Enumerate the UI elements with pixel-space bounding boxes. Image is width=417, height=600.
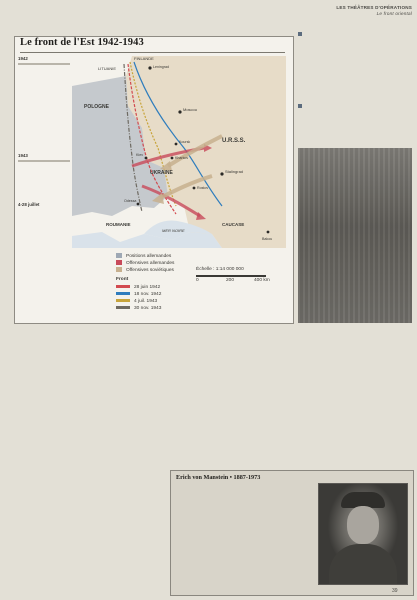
map-label-moscou: Moscou — [183, 107, 198, 112]
map-title: Le front de l'Est 1942-1943 — [20, 37, 144, 48]
city-dot-odessa — [137, 203, 140, 206]
city-dot-koursk — [175, 143, 178, 146]
chronology-column — [18, 56, 70, 318]
running-head-subtitle: Le front oriental — [376, 10, 412, 16]
legend-front-1 — [116, 285, 160, 290]
chronology-item-1943 — [18, 153, 70, 162]
legend-scale-bar — [196, 275, 276, 283]
map-label-lituanie: LITUANIE — [98, 66, 117, 71]
legend-swatch — [116, 260, 122, 265]
map-label-rostov: Rostov — [197, 186, 209, 190]
city-dot-moscou — [178, 110, 181, 113]
legend-swatch — [116, 253, 122, 258]
map-svg — [72, 56, 286, 248]
legend-label: 4 juil. 1943 — [134, 299, 158, 304]
legend-front-4 — [116, 306, 161, 311]
scale-tick: 400 km — [254, 278, 270, 283]
running-head — [300, 5, 412, 16]
map-label-urss: U.R.S.S. — [222, 138, 246, 144]
manstein-portrait — [318, 483, 408, 585]
sidebar-title: Erich von Manstein • 1887-1973 — [176, 474, 261, 481]
chronology-date: 4-28 juillet — [18, 202, 40, 207]
legend-label: 30 nov. 1943 — [134, 306, 162, 311]
chronology-date: 1943 — [18, 153, 28, 158]
legend-positions-allemandes — [116, 253, 171, 259]
city-dot-stalingrad — [220, 172, 223, 175]
chronology-date: 1942 — [18, 56, 28, 61]
map-label-finlande: FINLANDE — [134, 56, 154, 61]
map-label-kharkov: Kharkov — [175, 156, 189, 160]
legend-line-swatch — [116, 292, 130, 295]
chronology-rule — [18, 160, 70, 162]
scale-tick: 0 — [196, 278, 199, 283]
legend-line-swatch — [116, 299, 130, 302]
body-column-1 — [14, 330, 162, 592]
map-label-stalingrad: Stalingrad — [225, 169, 244, 174]
snow-column-photo — [298, 148, 412, 323]
map-label-caucase: CAUCASE — [222, 222, 245, 227]
photo-square-icon — [298, 32, 302, 36]
photo-square-icon — [298, 104, 302, 108]
city-dot-leningrad — [148, 66, 151, 69]
city-dot-bakou — [267, 231, 270, 234]
portrait-coat — [329, 544, 397, 584]
legend-swatch — [116, 267, 122, 272]
city-dot-kiev — [145, 157, 148, 160]
map-title-rule — [20, 52, 285, 53]
running-head-title: LES THÉÂTRES D'OPÉRATIONS — [336, 5, 412, 10]
map-label-kiev: Kiev — [136, 153, 143, 157]
legend-label: 28 juin 1942 — [134, 285, 161, 290]
city-dot-rostov — [193, 187, 196, 190]
legend-front-2 — [116, 292, 161, 297]
legend-front-heading: Front — [116, 277, 129, 282]
legend-label: 18 nov. 1942 — [134, 292, 162, 297]
map-label-odessa: Odessa — [124, 199, 137, 203]
chronology-item-juillet — [18, 202, 70, 207]
legend-front-3 — [116, 299, 157, 304]
legend-offensives-sovietiques — [116, 267, 174, 273]
legend-scale: Échelle : 1:14 000 000 — [196, 267, 244, 272]
legend-line-swatch — [116, 306, 130, 309]
legend-line-swatch — [116, 285, 130, 288]
scale-bar-rule — [196, 275, 266, 277]
legend-label: Offensives allemandes — [126, 260, 175, 266]
map-label-mer-noire: MER NOIRE — [162, 228, 185, 233]
map-label-ukraine: UKRAINE — [150, 170, 173, 176]
page-number: 39 — [392, 588, 398, 594]
chronology-item-1942 — [18, 56, 70, 65]
city-dot-kharkov — [171, 157, 174, 160]
caption-top — [298, 32, 412, 38]
legend-offensives-allemandes — [116, 260, 174, 266]
scale-tick: 200 — [226, 278, 235, 283]
portrait-face — [347, 506, 379, 544]
eastern-front-map — [72, 56, 286, 248]
map-legend — [72, 249, 286, 319]
map-label-bakou: Bakou — [262, 237, 273, 241]
map-label-leningrad: Leningrad — [153, 65, 169, 69]
caption-photo — [298, 104, 412, 110]
legend-label: Offensives soviétiques — [126, 267, 174, 273]
map-label-roumanie: ROUMANIE — [106, 222, 131, 227]
chronology-rule — [18, 63, 70, 65]
map-label-koursk: Koursk — [179, 140, 191, 144]
map-label-pologne: POLOGNE — [84, 104, 110, 110]
legend-label: Positions allemandes — [126, 253, 172, 259]
